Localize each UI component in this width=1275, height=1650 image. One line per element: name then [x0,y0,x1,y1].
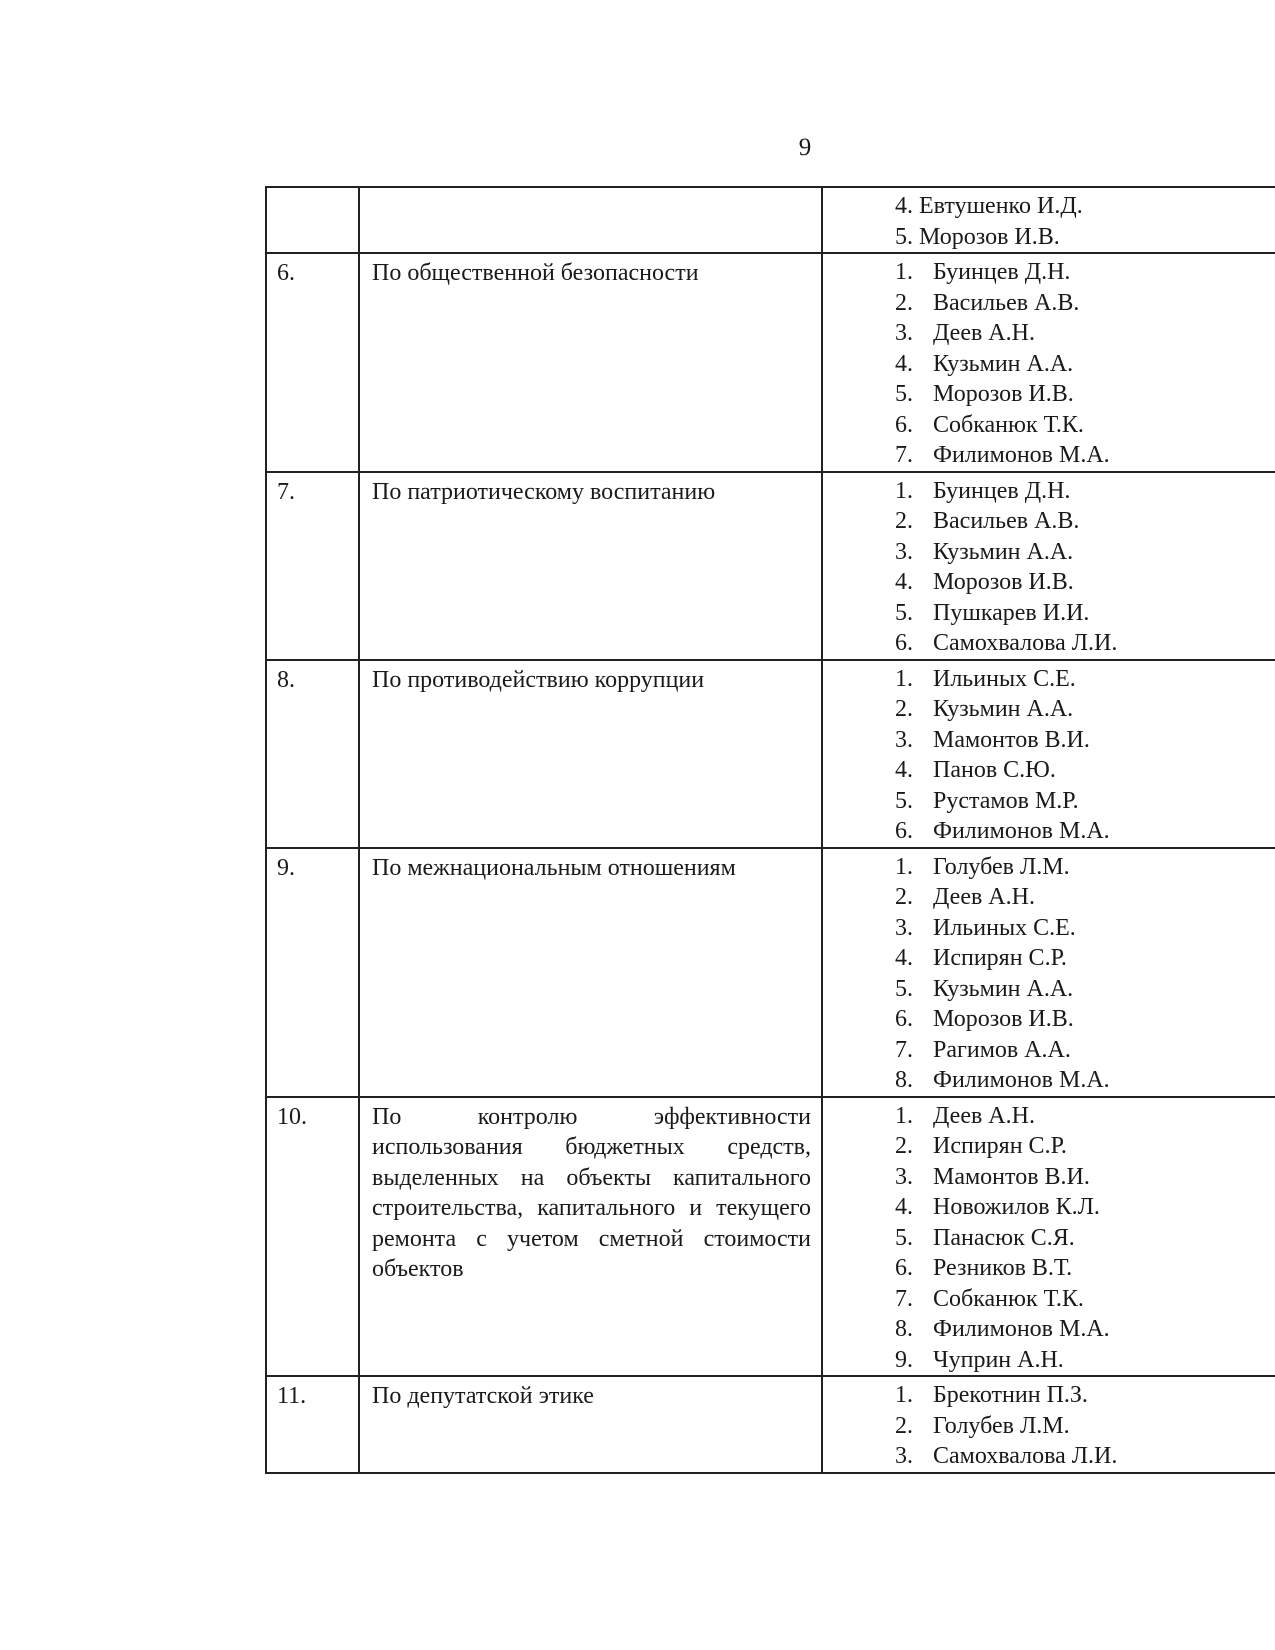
member-item [823,1035,1275,1066]
member-name: Деев А.Н. [933,320,1035,346]
member-name: Голубев Л.М. [933,1412,1070,1439]
row-number: 9. [266,848,359,1097]
member-name: Деев А.Н. [933,1102,1035,1129]
member-name: Деев А.Н. [933,884,1035,910]
member-item [823,476,1275,507]
member-index: 6. [895,1255,913,1281]
member-index: 2. [895,884,913,910]
table-row [266,472,1275,660]
member-item [823,1065,1275,1096]
member-name: Васильев А.В. [933,508,1080,534]
member-name: Резников В.Т. [933,1255,1073,1281]
member-index: 1. [895,665,913,692]
page-number: 9 [798,134,812,161]
member-item [823,567,1275,598]
member-name: Морозов И.В. [919,223,1060,250]
member-item [823,410,1275,441]
member-item [823,222,1275,253]
row-number: 8. [266,660,359,848]
member-index: 6. [895,630,913,656]
member-item [823,1192,1275,1223]
member-index: 1. [895,259,913,285]
row-number: 6. [266,253,359,472]
committee-members [822,472,1275,660]
member-item [823,288,1275,319]
member-name: Филимонов М.А. [933,1316,1110,1342]
member-item [823,1004,1275,1035]
member-item [823,882,1275,913]
member-index: 2. [895,1133,913,1159]
member-index: 5. [895,381,913,407]
member-index: 2. [895,289,913,316]
member-name: Испирян С.Р. [933,1133,1067,1159]
member-item [823,755,1275,786]
table-row [266,660,1275,848]
member-item [823,379,1275,410]
row-number: 7. [266,472,359,660]
member-index: 1. [895,853,913,880]
member-item [823,1411,1275,1442]
member-item [823,257,1275,288]
committees-table [265,186,1275,1474]
member-name: Морозов И.В. [933,569,1074,595]
member-item [823,440,1275,471]
member-name: Кузьмин А.А. [933,696,1074,722]
row-number: 11. [266,1376,359,1473]
table-row [266,253,1275,472]
member-index: 3. [895,538,913,565]
member-name: Буинцев Д.Н. [933,477,1071,504]
member-index: 9. [895,1346,913,1373]
member-index: 1. [895,1102,913,1129]
member-item [823,1284,1275,1315]
member-name: Морозов И.В. [933,1006,1074,1032]
member-name: Панасюк С.Я. [933,1224,1075,1251]
member-name: Голубев Л.М. [933,853,1070,880]
member-index: 6. [895,1006,913,1032]
member-item [823,537,1275,568]
committee-name: По контролю эффективности использования бюджетных средств, выделенных на объекты капитального строительства, капитального и текущего ремонта с учетом сметной стоимости объектов [359,1097,822,1377]
member-item [823,349,1275,380]
committee-members [822,848,1275,1097]
member-index: 5. [895,1224,913,1251]
member-index: 2. [895,1412,913,1439]
member-name: Ильиных С.Е. [933,914,1076,941]
member-item [823,628,1275,659]
member-index: 7. [895,442,913,468]
member-name: Филимонов М.А. [933,1067,1110,1093]
member-index: 4. [895,757,913,783]
table-row [266,848,1275,1097]
member-index: 3. [895,1443,913,1469]
member-name: Брекотнин П.З. [933,1382,1088,1408]
member-item [823,318,1275,349]
member-index: 4. [895,945,913,971]
member-item [823,1314,1275,1345]
member-name: Самохвалова Л.И. [933,630,1118,656]
committee-members [822,253,1275,472]
member-item [823,1162,1275,1193]
member-item [823,1101,1275,1132]
member-index: 8. [895,1067,913,1093]
member-index: 4. [895,569,913,595]
member-name: Собканюк Т.К. [933,1285,1084,1312]
member-item [823,1441,1275,1472]
member-index: 3. [895,726,913,753]
member-item [823,974,1275,1005]
member-item [823,852,1275,883]
member-name: Пушкарев И.И. [933,599,1090,626]
member-name: Чуприн А.Н. [933,1346,1064,1373]
member-item [823,816,1275,847]
member-name: Филимонов М.А. [933,818,1110,844]
member-item [823,943,1275,974]
committee-name: По депутатской этике [359,1376,822,1473]
committees-table-body [266,187,1275,1473]
member-name: Буинцев Д.Н. [933,259,1071,285]
member-name: Рагимов А.А. [933,1036,1071,1063]
committee-name: По противодействию коррупции [359,660,822,848]
member-item [823,598,1275,629]
committee-name: По межнациональным отношениям [359,848,822,1097]
committee-members [822,187,1275,253]
member-index: 3. [895,914,913,941]
member-index: 8. [895,1316,913,1342]
member-index: 4. [895,350,913,377]
member-item [823,913,1275,944]
member-name: Рустамов М.Р. [933,787,1079,814]
member-name: Собканюк Т.К. [933,411,1084,438]
member-index: 6. [895,818,913,844]
member-name: Кузьмин А.А. [933,975,1074,1002]
member-name: Испирян С.Р. [933,945,1067,971]
member-item [823,1223,1275,1254]
member-index: 4. [895,1194,913,1220]
member-item [823,786,1275,817]
member-name: Ильиных С.Е. [933,665,1076,692]
member-item [823,506,1275,537]
member-index: 1. [895,477,913,504]
member-name: Мамонтов В.И. [933,726,1090,753]
committee-members [822,660,1275,848]
member-index: 2. [895,696,913,722]
member-index: 2. [895,508,913,534]
member-item [823,694,1275,725]
member-item [823,1380,1275,1411]
member-name: Кузьмин А.А. [933,350,1074,377]
member-name: Новожилов К.Л. [933,1194,1100,1220]
member-item [823,191,1275,222]
member-name: Васильев А.В. [933,289,1080,316]
member-index: 7. [895,1036,913,1063]
member-name: Панов С.Ю. [933,757,1056,783]
member-item [823,1131,1275,1162]
member-index: 5. [895,223,913,250]
member-name: Кузьмин А.А. [933,538,1074,565]
table-row [266,1376,1275,1473]
committee-name: По патриотическому воспитанию [359,472,822,660]
member-index: 5. [895,787,913,814]
committee-members [822,1376,1275,1473]
committee-members [822,1097,1275,1377]
committee-name [359,187,822,253]
member-index: 5. [895,599,913,626]
table-row [266,187,1275,253]
member-item [823,725,1275,756]
member-index: 5. [895,975,913,1002]
member-name: Морозов И.В. [933,381,1074,407]
member-name: Самохвалова Л.И. [933,1443,1118,1469]
member-item [823,1345,1275,1376]
member-index: 7. [895,1285,913,1312]
member-name: Филимонов М.А. [933,442,1110,468]
member-name: Евтушенко И.Д. [919,193,1083,219]
member-item [823,664,1275,695]
row-number: 10. [266,1097,359,1377]
member-index: 4. [895,193,913,219]
member-index: 6. [895,411,913,438]
row-number [266,187,359,253]
member-item [823,1253,1275,1284]
member-index: 3. [895,1163,913,1190]
committee-name: По общественной безопасности [359,253,822,472]
table-row [266,1097,1275,1377]
member-name: Мамонтов В.И. [933,1163,1090,1190]
member-index: 1. [895,1382,913,1408]
member-index: 3. [895,320,913,346]
